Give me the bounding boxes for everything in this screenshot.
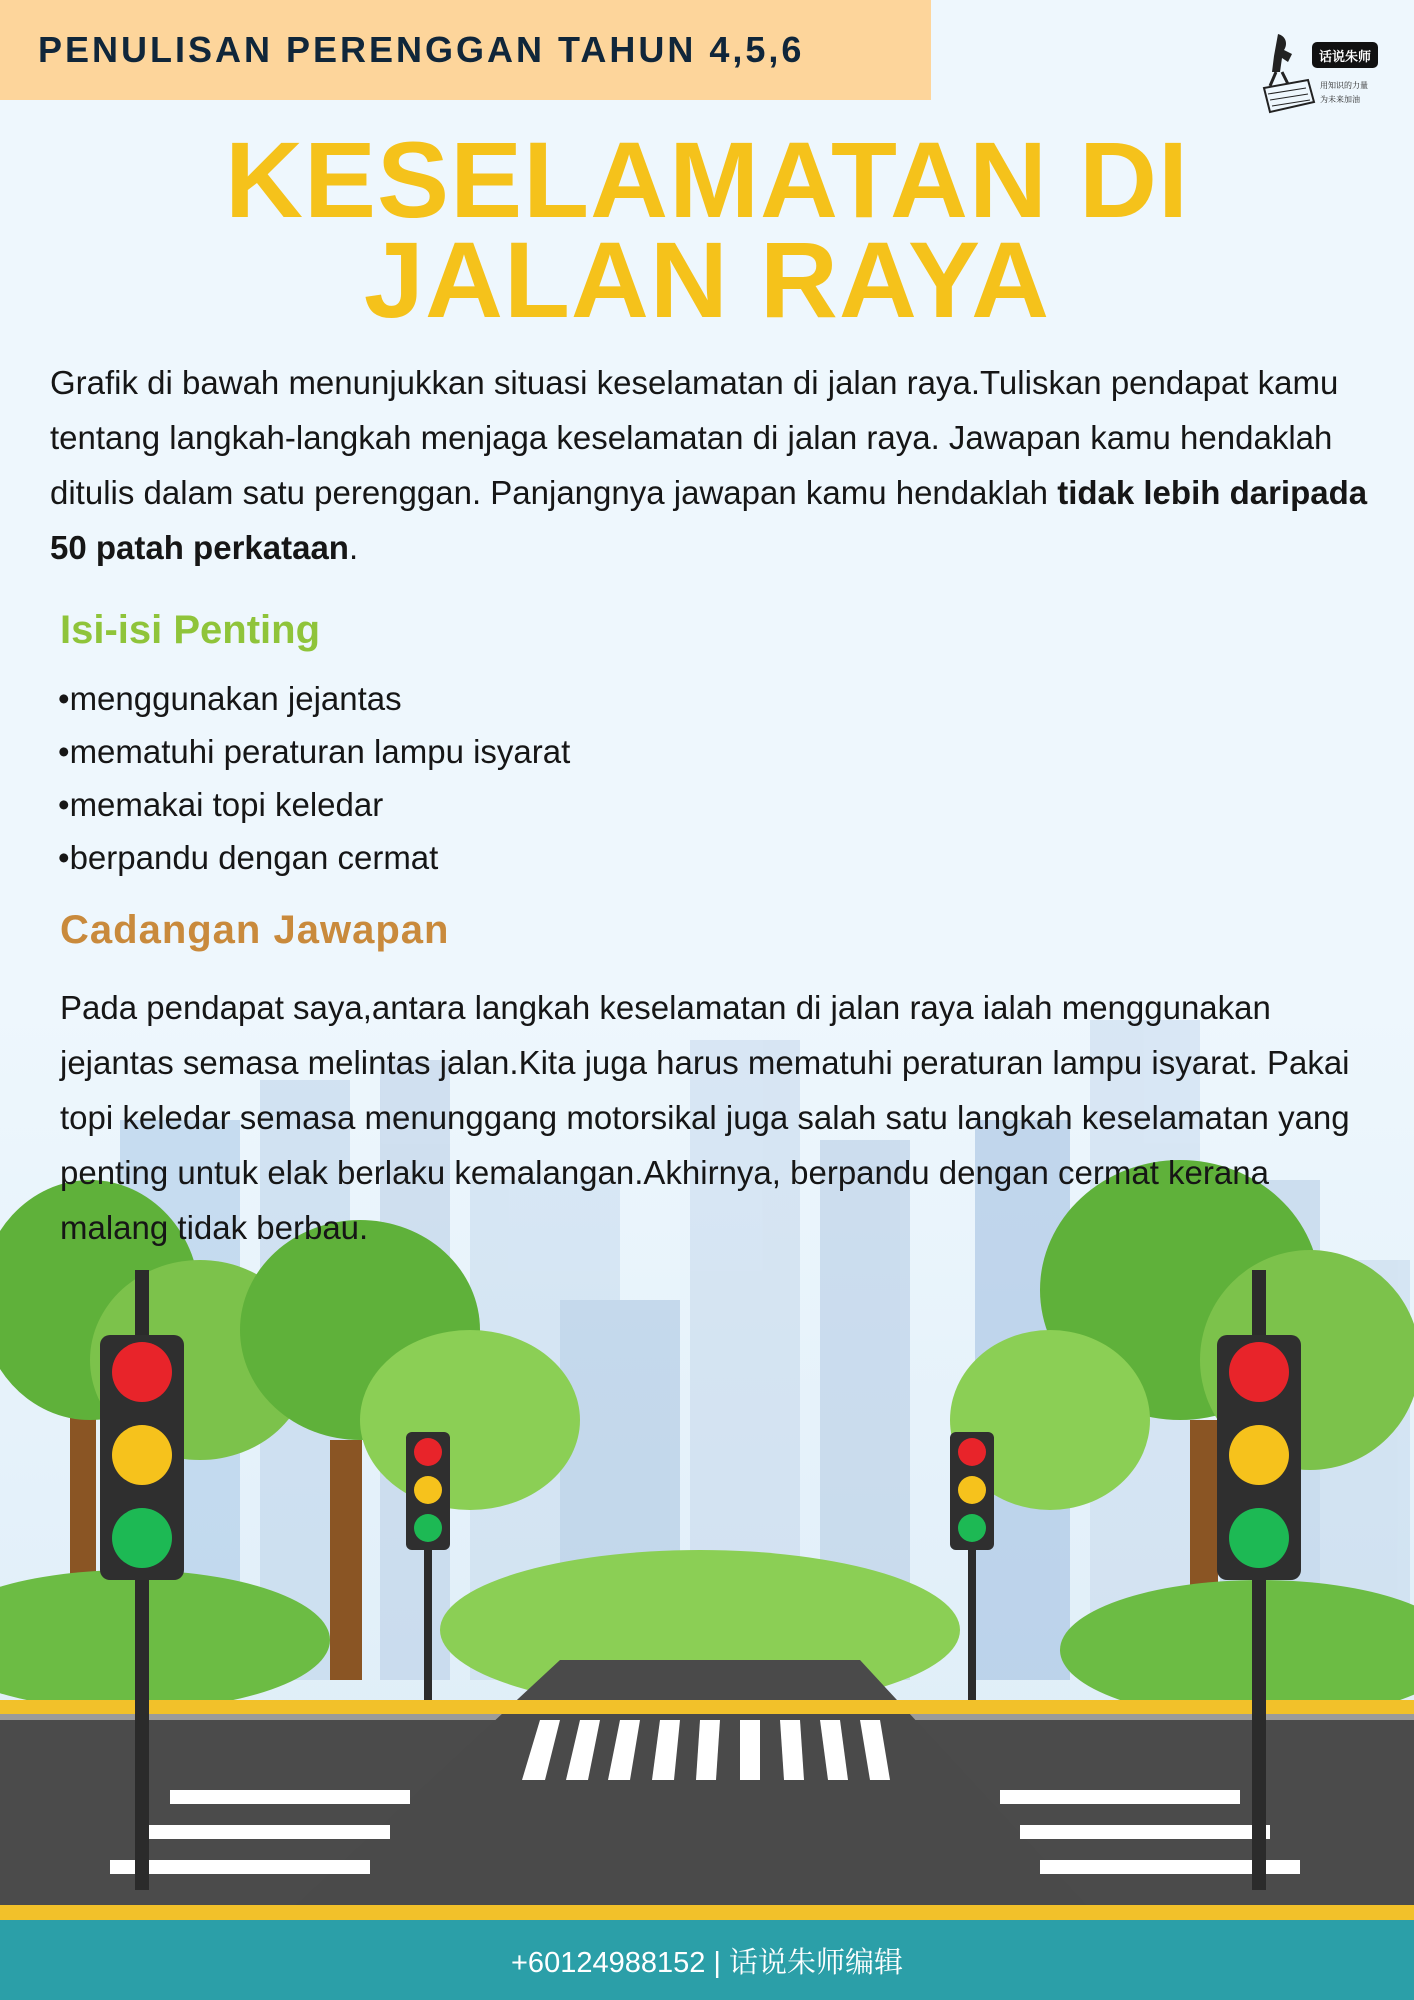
instructions-word-limit: tidak lebih daripada 50 patah perkataan [50, 474, 1368, 566]
footer-contact-text: +60124988152 | 话说朱师编辑 [511, 1946, 903, 1979]
key-points-list [58, 672, 570, 884]
page-title [0, 119, 1414, 340]
footer-contact-bar [0, 1920, 1414, 2000]
scholar-figure-icon [1258, 28, 1318, 124]
list-item: • mematuhi peraturan lampu isyarat [58, 725, 570, 778]
page-title-line-2: JALAN RAYA [363, 219, 1051, 340]
header-banner-text: PENULISAN PERENGGAN TAHUN 4,5,6 [38, 29, 805, 70]
list-item: • berpandu dengan cermat [58, 831, 570, 884]
page-title-line-1: KESELAMATAN DI [225, 119, 1189, 240]
logo-slogan-2: 为未来加油 [1320, 95, 1360, 104]
instructions-end: . [348, 529, 359, 566]
key-points-heading: Isi-isi Penting [60, 608, 321, 652]
list-item: • menggunakan jejantas [58, 672, 570, 725]
suggested-answer-heading: Cadangan Jawapan [60, 908, 450, 952]
list-item: • memakai topi keledar [58, 778, 570, 831]
brand-logo [1258, 28, 1382, 124]
header-banner [0, 0, 931, 100]
instructions-paragraph [50, 355, 1380, 575]
suggested-answer-paragraph: Pada pendapat saya,antara langkah keselamatan di jalan raya ialah menggunakan jejantas semasa melintas jalan.Kita juga harus mematuhi peraturan lampu isyarat. Pakai topi keledar semasa menunggang motorsikal juga salah satu langkah keselamatan yang penting untuk elak berlaku kemalangan.Akhirnya, berpandu dengan cermat kerana malang tidak berbau. [60, 989, 1350, 1246]
instructions-text: Grafik di bawah menunjukkan situasi keselamatan di jalan raya.Tuliskan pendapat kamu tentang langkah-langkah menjaga keselamatan di jalan raya. Jawapan kamu hendaklah ditulis dalam satu perenggan. Panjangnya jawapan kamu hendaklah [50, 364, 1339, 511]
logo-slogan-1: 用知识的力量 [1320, 81, 1368, 90]
logo-badge: 话说朱师 [1312, 42, 1378, 68]
